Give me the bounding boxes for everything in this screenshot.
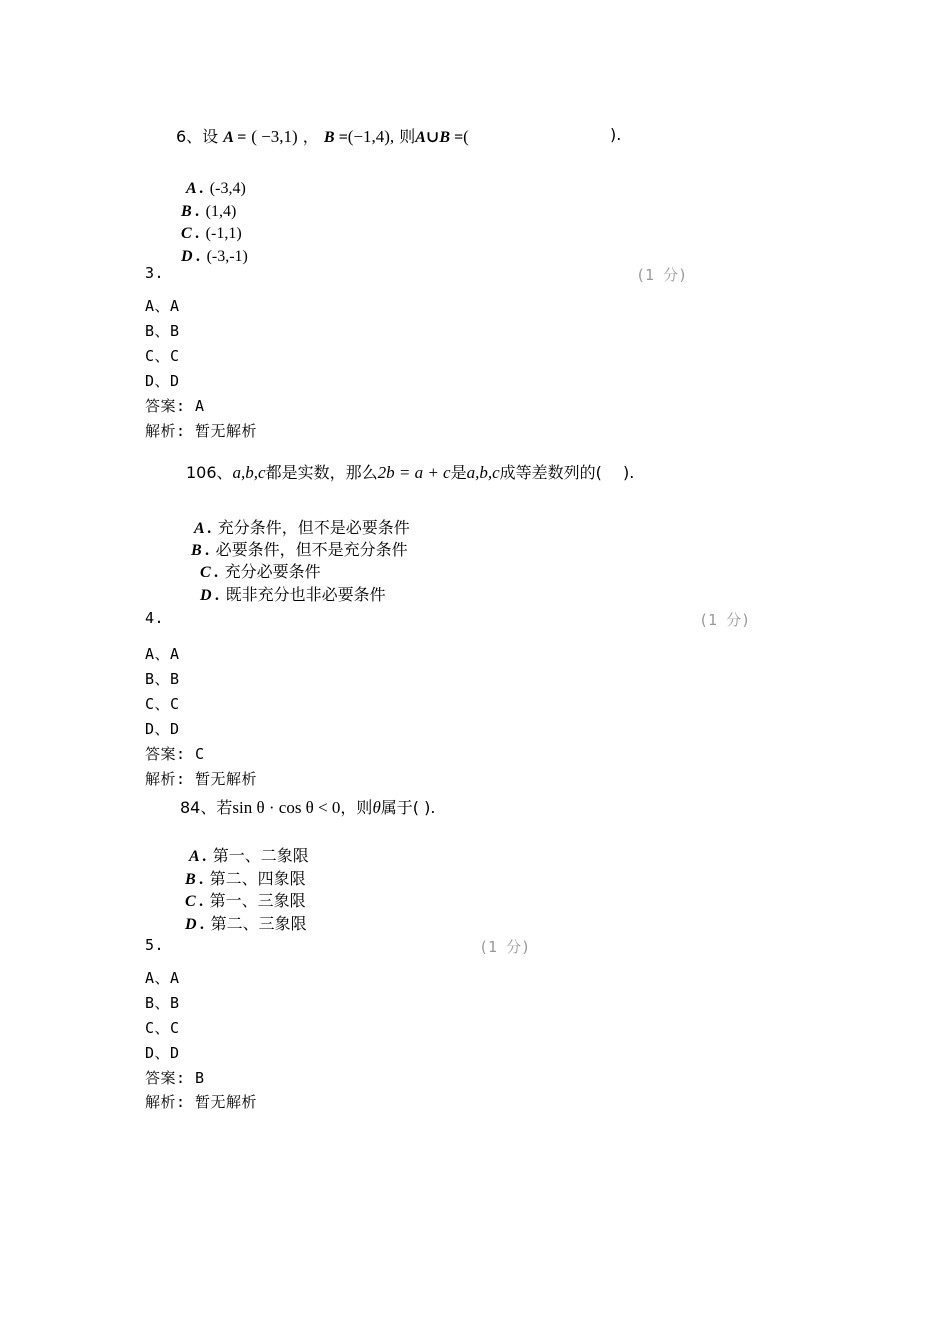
q3-option-a-text: 第一、二象限 [212,846,309,865]
q3-theta: θ [372,798,381,817]
q2-option-a [194,515,410,538]
q1-stem-then: 则 [399,127,416,146]
q1-option-a-text: (-3,4) [209,180,246,197]
q1-stem [176,124,469,147]
q3-option-d-text: 第二、三象限 [210,914,307,933]
q3-score: (1 分) [479,938,531,956]
q1-set-a-label: A = [223,129,247,146]
q2-option-d-letter: D . [200,587,220,604]
q1-option-d [181,248,248,266]
q3-option-d [185,911,307,934]
q2-option-a-letter: A . [194,520,212,537]
q3-option-c [185,888,306,911]
q1-option-c [181,225,242,243]
q3-option-a [189,843,309,866]
q2-stem [186,460,634,483]
q3-option-b [185,866,306,889]
q3-choice-a[interactable]: A、A [145,969,180,987]
q1-option-c-letter: C . [181,225,200,242]
q2-stem-text-3: 成等差数列的( ). [499,463,635,482]
q3-option-d-letter: D . [185,916,205,933]
q1-set-a-value: ( −3,1) [251,127,298,146]
q2-choice-d[interactable]: D、D [145,720,180,738]
q2-stem-text-1: 都是实数，那么 [265,463,378,482]
q2-option-c-letter: C . [200,564,219,581]
q1-set-b-value: (−1,4), [347,127,395,146]
q1-option-b-text: (1,4) [205,203,237,220]
q3-stem-prefix: 84、若 [180,798,233,817]
q3-choice-b[interactable]: B、B [145,994,180,1012]
q2-option-c [200,559,321,582]
q1-score: (1 分) [636,266,688,284]
q2-stem-prefix: 106、 [186,463,233,482]
q1-paren-close: ). [610,125,622,144]
q2-choice-a[interactable]: A、A [145,645,180,663]
q1-analysis: 解析: 暂无解析 [145,422,258,440]
q3-option-a-letter: A . [189,848,207,865]
q1-stem-prefix: 6、设 [176,127,219,146]
q3-option-b-text: 第二、四象限 [209,869,306,888]
q1-option-d-letter: D . [181,248,201,265]
q2-stem-text-2: 是 [450,463,467,482]
q2-option-b-text: 必要条件，但不是充分条件 [215,540,408,559]
q1-option-c-text: (-1,1) [205,225,242,242]
q2-choice-b[interactable]: B、B [145,670,180,688]
q1-option-d-text: (-3,-1) [206,248,248,265]
q1-option-a [186,180,246,198]
q1-answer: 答案: A [145,397,205,415]
q2-option-d-text: 既非充分也非必要条件 [225,585,386,604]
q3-stem-text-1: ，则 [340,798,373,817]
q3-answer: 答案: B [145,1069,205,1087]
q1-option-b-letter: B . [181,203,200,220]
q3-option-c-letter: C . [185,893,204,910]
q1-option-b [181,203,236,221]
q1-choice-a[interactable]: A、A [145,297,180,315]
q3-option-b-letter: B . [185,871,204,888]
q1-choice-c[interactable]: C、C [145,347,180,365]
q3-stem [180,795,435,818]
q1-paren-open: ( [463,127,469,146]
q2-number: 4. [145,609,165,627]
q2-option-a-text: 充分条件，但不是必要条件 [217,518,410,537]
q2-variables-1: a,b,c [232,463,266,482]
q2-option-b-letter: B . [191,542,210,559]
q3-expression: sin θ · cos θ < 0 [232,798,341,817]
q3-option-c-text: 第一、三象限 [209,891,306,910]
q1-union-expression: A∪B = [415,129,464,146]
q3-choice-d[interactable]: D、D [145,1044,180,1062]
q2-answer: 答案: C [145,745,205,763]
q2-expression: 2b = a + c [377,463,451,482]
q1-stem-separator: ， [302,127,319,146]
q1-option-a-letter: A . [186,180,204,197]
q1-number: 3. [145,264,165,282]
q3-stem-text-2: 属于( ). [380,798,436,817]
q2-option-c-text: 充分必要条件 [224,562,321,581]
q2-analysis: 解析: 暂无解析 [145,770,258,788]
q2-option-d [200,582,386,605]
q1-set-b-label: B = [323,129,348,146]
q3-analysis: 解析: 暂无解析 [145,1093,258,1111]
q2-score: (1 分) [699,611,751,629]
q1-choice-b[interactable]: B、B [145,322,180,340]
q1-choice-d[interactable]: D、D [145,372,180,390]
q3-choice-c[interactable]: C、C [145,1019,180,1037]
q3-number: 5. [145,936,165,954]
q2-variables-2: a,b,c [466,463,500,482]
q2-option-b [191,537,408,560]
q2-choice-c[interactable]: C、C [145,695,180,713]
